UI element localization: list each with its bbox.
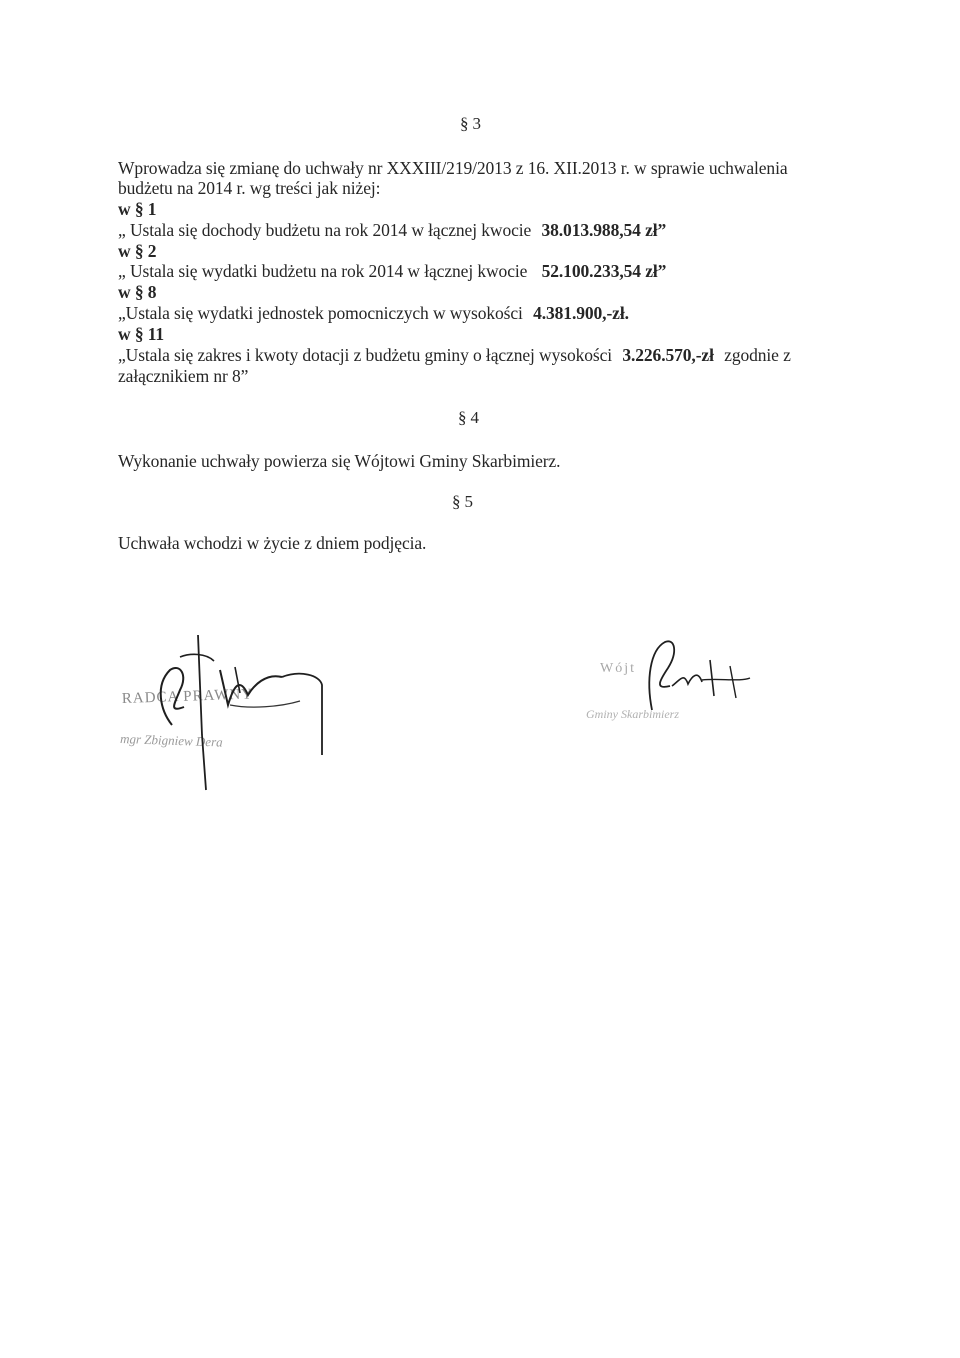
left-stamp-name: mgr Zbigniew Dera xyxy=(119,731,223,750)
item-1-amount: 38.013.988,54 zł” xyxy=(541,220,667,240)
right-stamp-name: Gminy Skarbimierz xyxy=(586,707,679,721)
left-signature-block xyxy=(110,615,350,805)
right-stamp-title: Wójt xyxy=(600,661,636,676)
right-signature-block xyxy=(580,620,780,740)
svg-text:Gminy Skarbimierz xyxy=(586,707,679,721)
item-8-amount: 4.381.900,-zł. xyxy=(533,303,629,323)
svg-text:Wójt xyxy=(600,661,636,676)
section-5-heading: § 5 xyxy=(452,492,473,511)
svg-text:mgr Zbigniew Dera xyxy=(120,731,224,750)
item-11-text: „Ustala się zakres i kwoty dotacji z budżetu gminy o łącznej wysokości xyxy=(118,345,613,365)
section-4-heading: § 4 xyxy=(458,408,479,427)
section-3-intro-line-1: Wprowadza się zmianę do uchwały nr XXXIII/219/2013 z 16. XII.2013 r. w sprawie uchwalenia xyxy=(118,158,788,178)
item-8-ref: w § 8 xyxy=(118,282,157,302)
right-signature-image xyxy=(580,620,780,740)
item-2-text-line xyxy=(118,261,666,281)
item-11-text-line xyxy=(118,345,791,365)
section-3-intro-line-2: budżetu na 2014 r. wg treści jak niżej: xyxy=(118,178,381,198)
section-3-heading: § 3 xyxy=(460,114,481,133)
item-11-tail: zgodnie z xyxy=(724,345,791,365)
item-11-ref: w § 11 xyxy=(118,324,165,344)
left-signature-image xyxy=(110,615,350,805)
section-5-text: Uchwała wchodzi w życie z dniem podjęcia. xyxy=(118,533,427,553)
item-2-text: „ Ustala się wydatki budżetu na rok 2014 w łącznej kwocie xyxy=(118,261,528,281)
item-2-ref: w § 2 xyxy=(118,241,157,261)
item-8-text-line xyxy=(118,303,629,323)
section-4-text: Wykonanie uchwały powierza się Wójtowi Gminy Skarbimierz. xyxy=(118,451,561,471)
item-1-text: „ Ustala się dochody budżetu na rok 2014 w łącznej kwocie xyxy=(118,220,532,240)
item-1-text-line xyxy=(118,220,666,240)
item-11-amount: 3.226.570,-zł xyxy=(622,345,714,365)
item-2-amount: 52.100.233,54 zł” xyxy=(541,261,667,281)
section-3-closing-line: załącznikiem nr 8” xyxy=(118,366,249,386)
left-stamp-title: RADCA PRAWNY xyxy=(121,686,254,707)
item-8-text: „Ustala się wydatki jednostek pomocniczych w wysokości xyxy=(118,303,523,323)
item-1-ref: w § 1 xyxy=(118,199,157,219)
